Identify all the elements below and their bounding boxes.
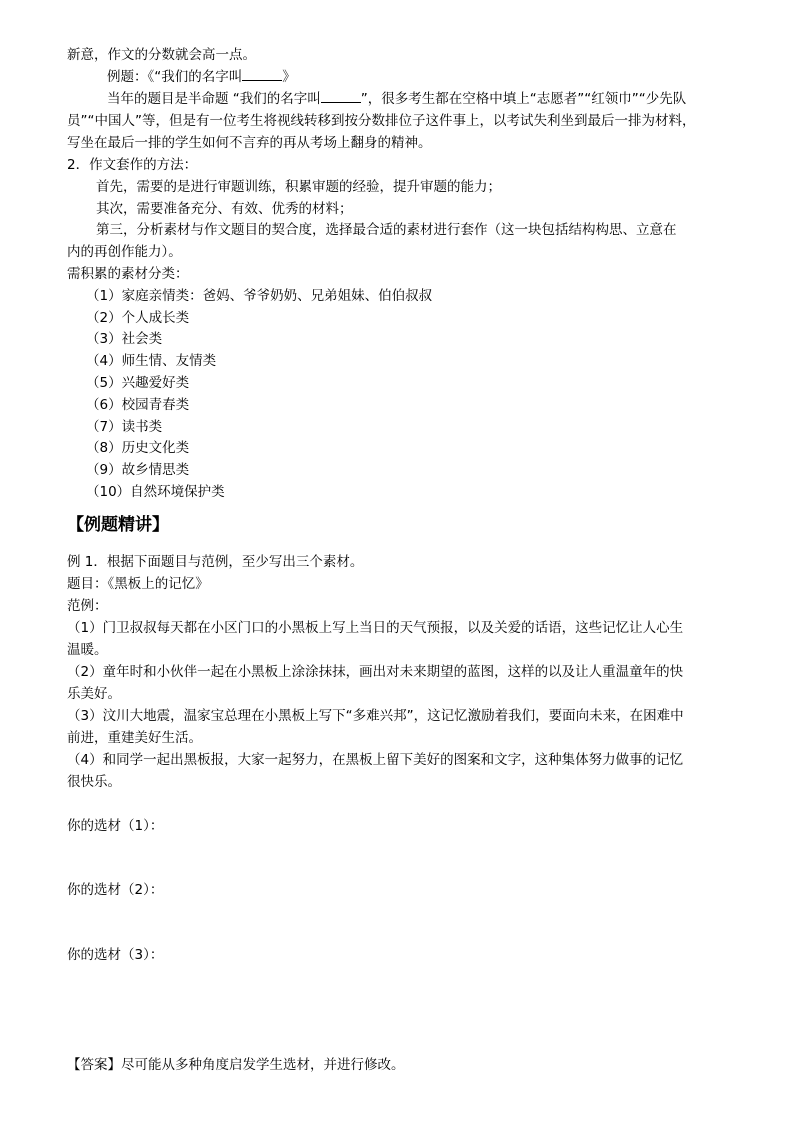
answer-prompt: 你的选材（1）： bbox=[67, 818, 164, 834]
text-span: 当年的题目是半命题 “我们的名字叫 bbox=[107, 91, 321, 107]
section-heading: 【例题精讲】 bbox=[67, 515, 169, 535]
text-line: 乐美好。 bbox=[67, 686, 121, 702]
text-line: 新意，作文的分数就会高一点。 bbox=[67, 47, 256, 63]
text-line: 第三，分析素材与作文题目的契合度，选择最合适的素材进行套作（这一块包括结构构思、立意在 bbox=[96, 222, 677, 238]
text-span: 》 bbox=[282, 69, 296, 85]
answer-prompt: 你的选材（3）： bbox=[67, 947, 164, 963]
blank-underline bbox=[242, 68, 282, 81]
text-line: （1）门卫叔叔每天都在小区门口的小黑板上写上当日的天气预报，以及关爱的话语，这些记忆让人心生 bbox=[67, 620, 684, 636]
text-line: 首先，需要的是进行审题训练，积累审题的经验，提升审题的能力； bbox=[96, 179, 501, 195]
list-item: （1）家庭亲情类：爸妈、爷爷奶奶、兄弟姐妹、伯伯叔叔 bbox=[86, 288, 433, 304]
text-line: 例 1．根据下面题目与范例，至少写出三个素材。 bbox=[67, 554, 364, 570]
text-line: 前进，重建美好生活。 bbox=[67, 730, 202, 746]
list-item: （5）兴趣爱好类 bbox=[86, 375, 190, 391]
text-line bbox=[107, 90, 686, 108]
text-line: 员”“中国人”等，但是有一位考生将视线转移到按分数排位子这件事上，以考试失利坐到最后一排为材料， bbox=[67, 113, 696, 129]
list-item: （7）读书类 bbox=[86, 419, 163, 435]
text-span: 例题：《“我们的名字叫 bbox=[107, 69, 243, 85]
text-line: 范例： bbox=[67, 598, 108, 614]
text-line: 需积累的素材分类： bbox=[67, 266, 189, 282]
text-span: ”，很多考生都在空格中填上“志愿者”“红领巾”“少先队 bbox=[360, 91, 687, 107]
list-item: （4）师生情、友情类 bbox=[86, 353, 217, 369]
list-item: （10）自然环境保护类 bbox=[86, 484, 225, 500]
text-line: （4）和同学一起出黑板报，大家一起努力，在黑板上留下美好的图案和文字，这种集体努力做事的记忆 bbox=[67, 752, 684, 768]
section-title: 2．作文套作的方法： bbox=[67, 157, 198, 173]
answer-prompt: 你的选材（2）： bbox=[67, 882, 164, 898]
text-line: 很快乐。 bbox=[67, 774, 121, 790]
text-line: 其次，需要准备充分、有效、优秀的材料； bbox=[96, 201, 353, 217]
example-title-line bbox=[107, 68, 296, 86]
text-line: 写坐在最后一排的学生如何不言弃的再从考场上翻身的精神。 bbox=[67, 135, 432, 151]
answer-line: 【答案】尽可能从多种角度启发学生选材，并进行修改。 bbox=[67, 1057, 405, 1073]
list-item: （3）社会类 bbox=[86, 331, 163, 347]
blank-underline bbox=[321, 90, 361, 103]
list-item: （6）校园青春类 bbox=[86, 397, 190, 413]
text-line: 温暖。 bbox=[67, 642, 108, 658]
text-line: （2）童年时和小伙伴一起在小黑板上涂涂抹抹，画出对未来期望的蓝图，这样的以及让人重温童年的快 bbox=[67, 664, 684, 680]
text-line: （3）汶川大地震，温家宝总理在小黑板上写下“多难兴邦”，这记忆激励着我们，要面向未来，在困难中 bbox=[67, 708, 684, 724]
list-item: （8）历史文化类 bbox=[86, 440, 190, 456]
text-line: 题目：《黑板上的记忆》 bbox=[67, 576, 209, 592]
list-item: （2）个人成长类 bbox=[86, 310, 190, 326]
list-item: （9）故乡情思类 bbox=[86, 462, 190, 478]
text-line: 内的再创作能力）。 bbox=[67, 244, 182, 260]
